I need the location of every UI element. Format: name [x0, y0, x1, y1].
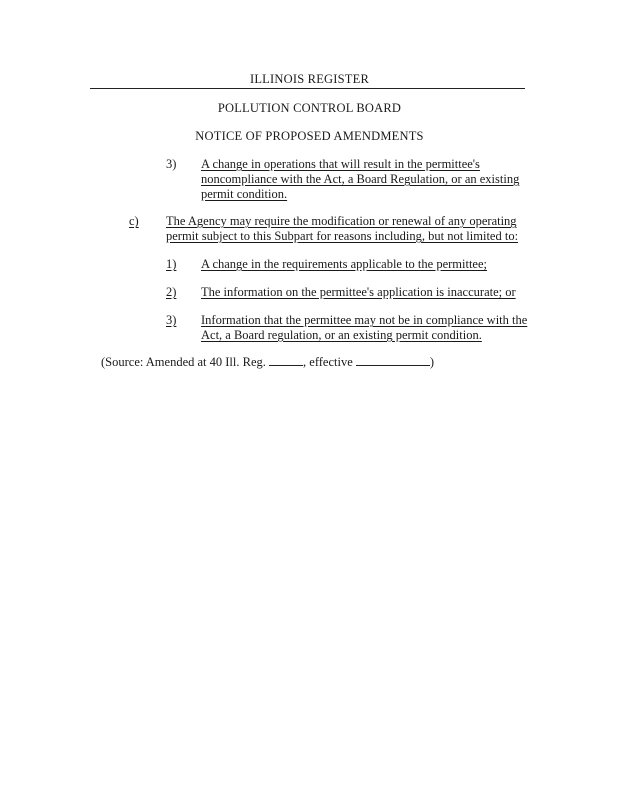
source-prefix: (Source: Amended at 40 Ill. Reg.	[101, 355, 266, 369]
subitem2-text: The information on the permittee's application is inaccurate; or	[201, 285, 516, 299]
register-title: ILLINOIS REGISTER	[249, 72, 369, 86]
subitem3-line2: Act, a Board regulation, or an existing permit condition.	[201, 328, 482, 342]
section-c-line2: permit subject to this Subpart for reasons including, but not limited to:	[166, 229, 519, 243]
source-effective: , effective	[303, 355, 353, 369]
source-note	[101, 355, 434, 370]
section-c-label: c)	[129, 214, 139, 228]
item3-line3: permit condition.	[201, 187, 288, 201]
item3-number: 3)	[166, 157, 177, 171]
notice-title: NOTICE OF PROPOSED AMENDMENTS	[195, 129, 424, 143]
subitem2-number: 2)	[166, 285, 177, 299]
item3-line1: A change in operations that will result in the permittee's	[201, 157, 480, 171]
subitem3-number: 3)	[166, 313, 177, 327]
section-c-line1: The Agency may require the modification or renewal of any operating	[166, 214, 517, 228]
subitem1-number: 1)	[166, 257, 177, 271]
subitem3-line1: Information that the permittee may not be in compliance with the	[201, 313, 528, 327]
effective-date-blank	[356, 365, 430, 366]
header-rule	[90, 88, 525, 89]
board-title: POLLUTION CONTROL BOARD	[217, 101, 402, 115]
item3-line2: noncompliance with the Act, a Board Regulation, or an existing	[201, 172, 520, 186]
subitem1-text: A change in the requirements applicable to the permittee;	[201, 257, 488, 271]
source-close: )	[429, 355, 435, 369]
register-number-blank	[269, 365, 303, 366]
